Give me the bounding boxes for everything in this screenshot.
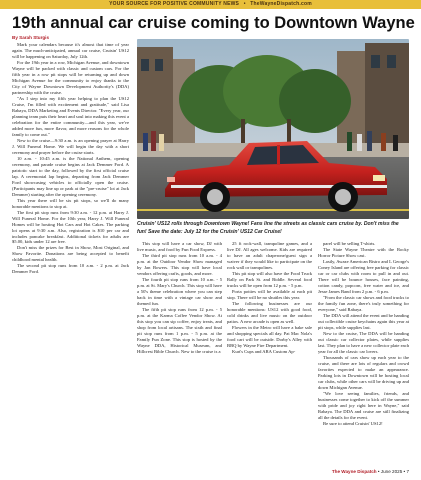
photo-caption: Cruisin' US12 rolls through Downtown Wayne! Fans line the streets as classic cars cruise by. Don't miss the fun! Save the date: July 12 for the Cruisin' US12 Car Cruise! bbox=[137, 221, 399, 235]
article-paragraph: The fourth pit stop runs from 10 a.m. - 5 p.m. at St. Mary's Church. This stop will have a 50's theme celebration where you can step back in time with a vintage car show and themed fun. bbox=[137, 276, 222, 306]
article-paragraph: For the 19th year in a row, Michigan Avenue, and downtown Wayne will be packed with classic and custom cars. For the fifth year in a row pit stops will be returning up and down Michigan Avenue for the community to enjoy thanks to the City of Wayne Downtown Development Authority's (DDA) partnership with the cruise. bbox=[12, 59, 129, 95]
banner-website: TheWayneDispatch.com bbox=[250, 1, 312, 7]
article-paragraph: parel will be selling T-shirts. bbox=[323, 241, 376, 246]
article-paragraph: This pit stop will also have the Food Truck Rally on Park St. and Biddle. Several food trucks will be open from 12 p.m. - 5 p.m. bbox=[227, 270, 312, 288]
article-paragraph: "As I step into my fifth year helping to plan the US12 Cruise, I'm filled with excitement and gratitude," said Lisa Rabaya, DDA Marketing and Events Director. "Every year, our planning team puts their heart and soul into making this event a celebration for the entire community—and this year, we've added more fun, more flavor, and more reasons for the whole family to come out." bbox=[12, 95, 129, 137]
article-paragraph: 10 a.m. - 10:45 a.m. is the National Anthem, opening ceremony, and parade cruise begins at Jack Demmer Ford. A patriotic start to the day, followed by the first official cruise lap. A ceremonial lap begins, departing from Jack Demmer Ford showcasing vehicles to officially open the cruise. (Participants may line up or park at the "pre-cruise" lot at Jack Demmer) starting after the opening ceremony. bbox=[12, 155, 129, 197]
article-paragraph: Porta potties will be available at each pit stop. There will be no shuttles this year. bbox=[227, 288, 312, 300]
article-paragraph: Don't miss the prizes for Best in Show, Most Original, and Show Favorite. Donations are being accepted to benefit childhood mental health. bbox=[12, 245, 129, 263]
article-paragraph: The State Wayne Theatre with the Rocky Horror Picture Show cast. bbox=[318, 246, 409, 258]
article-paragraph: 25 ft rock-wall, trampoline games, and a live DJ. All ages welcome. Kids are required to have an adult chaperone/guest sign a waiver if they would like to participate on the rock wall or trampolines. bbox=[227, 241, 312, 270]
article-paragraph: The third pit stop runs from 10 a.m. - 4 p.m. at the Outdoor Vendor Show managed by Jan Bowers. This stop will have local vendors offering crafts, goods, and more. bbox=[137, 252, 222, 276]
footer-separator: • bbox=[377, 469, 380, 474]
article-paragraph: Mark your calendars because it's almost that time of year again. The much-anticipated, annual car cruise, Cruisin' US12 will be happening on Saturday, July 12th. bbox=[12, 42, 129, 59]
article-paragraph: The fifth pit stop runs from 12 p.m. - 5 p.m. at the Karma Coffee Vendor Show. At this stop you can sip coffee, enjoy treats, and shop from local artisans. The sixth and final pit stop runs from 1 p.m. - 5 p.m. at the Family Fun Zone. This stop is hosted by the Wayne DDA, Historical Museum, and Hillcrest Bible Church. New to the cruise is a bbox=[137, 306, 222, 354]
article-paragraph: New to the cruise—9:30 a.m. is an opening prayer at Harry J. Will Funeral Home. We will begin the day with a short ceremony and prayer before the cruise starts. bbox=[12, 137, 129, 155]
article-column-4 bbox=[318, 241, 409, 427]
article-paragraph: This year there will be six pit stops, so we'll do many honorable mentions to stop at. bbox=[12, 197, 129, 209]
article-paragraph: The first pit stop runs from 9:30 a.m. - 12 p.m. at Harry J. Will Funeral Home. For the 10th year, Harry J. Will Funeral Homes will be hosting Hot Cars and Hot Cakes. The parking lot opens at 9:30 a.m. Also, registration is $10 per car and includes pancake breakfast. Additional tickets for adults are $5.00, kids under 12 are free. bbox=[12, 209, 129, 245]
article-paragraph: Flowers in the Metro will have a bake sale and shopping specials all day. Pat Mac Nola's food cart will be outside. Dorby's Alley with BBQ by Wayne Fire Department. bbox=[227, 324, 312, 348]
article-paragraph: "We love seeing families, friends, and businesses come together to kick off the summer with pride and joy right here in Wayne," said Rabaya. The DDA and cruise are still finalizing all the details for the event. bbox=[318, 390, 409, 420]
banner-separator: • bbox=[243, 1, 246, 7]
car-cruise-photo bbox=[137, 39, 409, 219]
article-column-2 bbox=[137, 241, 222, 355]
article-paragraph: The second pit stop runs from 10 a.m. - 2 p.m. at Jack Demmer Ford. bbox=[12, 263, 129, 275]
footer-page-separator: • bbox=[403, 469, 406, 474]
article-paragraph: The following businesses are our honorable mentions: US12 with good food, cold drinks and live music on the outdoor patios. A new arcade is open as well. bbox=[227, 300, 312, 324]
article-paragraph: The DDA will attend the event and be handing out collectible cruise keychains again this year at pit stops, while supplies last. bbox=[318, 312, 409, 330]
article-column-3 bbox=[227, 241, 312, 355]
footer-page-number: 7 bbox=[406, 469, 409, 474]
footer-issue: June 2025 bbox=[380, 469, 403, 474]
article-paragraph: Lastly, Awaze American Bistro and L George's Coney Island are offering free parking for classic car or car clubs with room to pull in and out. There will be bounce houses, face painting, cotton candy, popcorn, free water and ice, and Jesse James Band from 2 p.m. - 6 p.m. bbox=[318, 258, 409, 294]
article-column-1 bbox=[12, 42, 129, 275]
article-paragraph: New to the cruise, The DDA will be handing out classic car collector plates, while supplies last. They plan to have a new collector plate each year for all the classic car lovers. bbox=[318, 330, 409, 354]
page-footer bbox=[332, 469, 409, 474]
article-paragraph: This stop will have a car show, DJ with live music, and food by Fun Food Express. bbox=[137, 241, 222, 252]
article-paragraph: Thousands of cars show up each year to the cruise, and there are lots of regulars and crowd favorites expected to make an appearance. Parking lots in Downtown will be hosting local car clubs, while other cars will be driving up and down Michigan Avenue. bbox=[318, 354, 409, 390]
article-paragraph: Be sure to attend Cruisin' US12! bbox=[323, 420, 383, 426]
banner-tagline: YOUR SOURCE FOR POSITIVE COMMUNITY NEWS bbox=[109, 1, 240, 7]
footer-publication: The Wayne Dispatch bbox=[331, 469, 377, 474]
headline: 19th annual car cruise coming to Downtown Wayne bbox=[12, 14, 415, 32]
article-paragraph: "From the classic car shows and food trucks to the family fun zone, there's truly something for everyone," said Rabaya. bbox=[318, 294, 409, 312]
article-paragraph: Kurt's Cups and ARA Custom Ap- bbox=[232, 348, 296, 354]
byline: By Sarah Sturgis bbox=[12, 35, 50, 40]
top-banner bbox=[0, 0, 421, 9]
